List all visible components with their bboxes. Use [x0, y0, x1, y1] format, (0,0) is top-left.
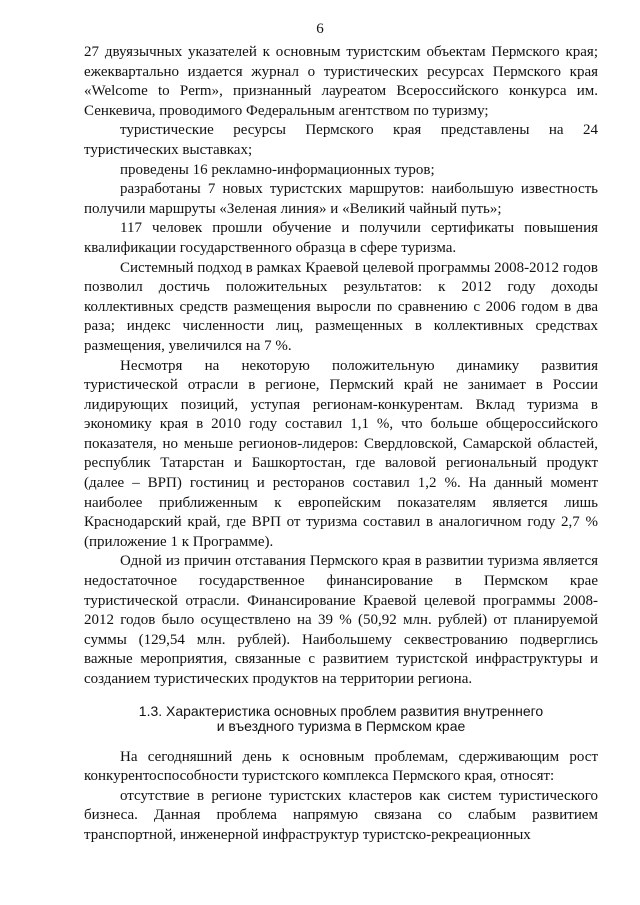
paragraph-6: Системный подход в рамках Краевой целевой программы 2008-2012 годов позволил достичь положительных результатов: к 2012 году доходы коллективных средств размещения выросли по сравнению с 2006 годом в два раза; индекс численности лиц, размещенных в коллективных средствах размещения, увеличился на 7 %. — [84, 259, 598, 354]
paragraph-10: отсутствие в регионе туристских кластеров как систем туристического бизнеса. Данная проблема напрямую связана со слабым развитием транспортной, инженерной инфраструктур туристско-рекреационных — [84, 787, 598, 843]
page-number: 6 — [316, 21, 324, 37]
section-heading — [84, 704, 598, 734]
paragraph-8: Одной из причин отставания Пермского края в развитии туризма является недостаточное государственное финансирование в Пермском крае туристической отрасли. Финансирование Краевой целевой программы 2008-2012 годов было осуществлено на 39 % (50,92 млн. рублей) от планируемой суммы (129,54 млн. рублей). Наибольшему секвестрованию подверглись важные мероприятия, связанные с развитием туристской инфраструктуры и созданием туристических продуктов на территории региона. — [84, 553, 598, 687]
paragraph-5: 117 человек прошли обучение и получили сертификаты повышения квалификации государственного образца в сфере туризма. — [84, 220, 598, 256]
paragraph-2: туристические ресурсы Пермского края представлены на 24 туристических выставках; — [84, 122, 598, 158]
body-text — [84, 43, 598, 846]
section-heading-line-1: 1.3. Характеристика основных проблем развития внутреннего — [138, 702, 544, 719]
paragraph-9: На сегодняшний день к основным проблемам, сдерживающим рост конкурентоспособности туристского комплекса Пермского края, относят: — [84, 748, 598, 785]
section-heading-line-2: и въездного туризма в Пермском крае — [216, 717, 466, 734]
paragraph-3: проведены 16 рекламно-информационных туров; — [120, 161, 435, 178]
paragraph-4: разработаны 7 новых туристских маршрутов: наибольшую известность получили маршруты «Зеленая линия» и «Великий чайный путь»; — [84, 181, 598, 217]
paragraph-7: Несмотря на некоторую положительную динамику развития туристической отрасли в регионе, Пермский край не занимает в России лидирующих позиций, уступая регионам-конкурентам. Вклад туризма в экономику края в 2010 году составил 1,1 %, что больше общероссийского показателя, но меньше регионов-лидеров: Свердловской, Самарской областей, республик Татарстан и Башкортостан, где валовой региональный продукт (далее – ВРП) гостиниц и ресторанов составил 1,2 %. На данный момент наиболее приближенным к европейским показателям является лишь Краснодарский край, где ВРП от туризма составил в аналогичном году 2,7 % (приложение 1 к Программе). — [84, 357, 598, 550]
paragraph-1: 27 двуязычных указателей к основным туристским объектам Пермского края; ежеквартально издается журнал о туристических ресурсах Пермского края «Welcome to Perm», признанный лауреатом Всероссийского конкурса им. Сенкевича, проводимого Федеральным агентством по туризму; — [84, 44, 598, 119]
